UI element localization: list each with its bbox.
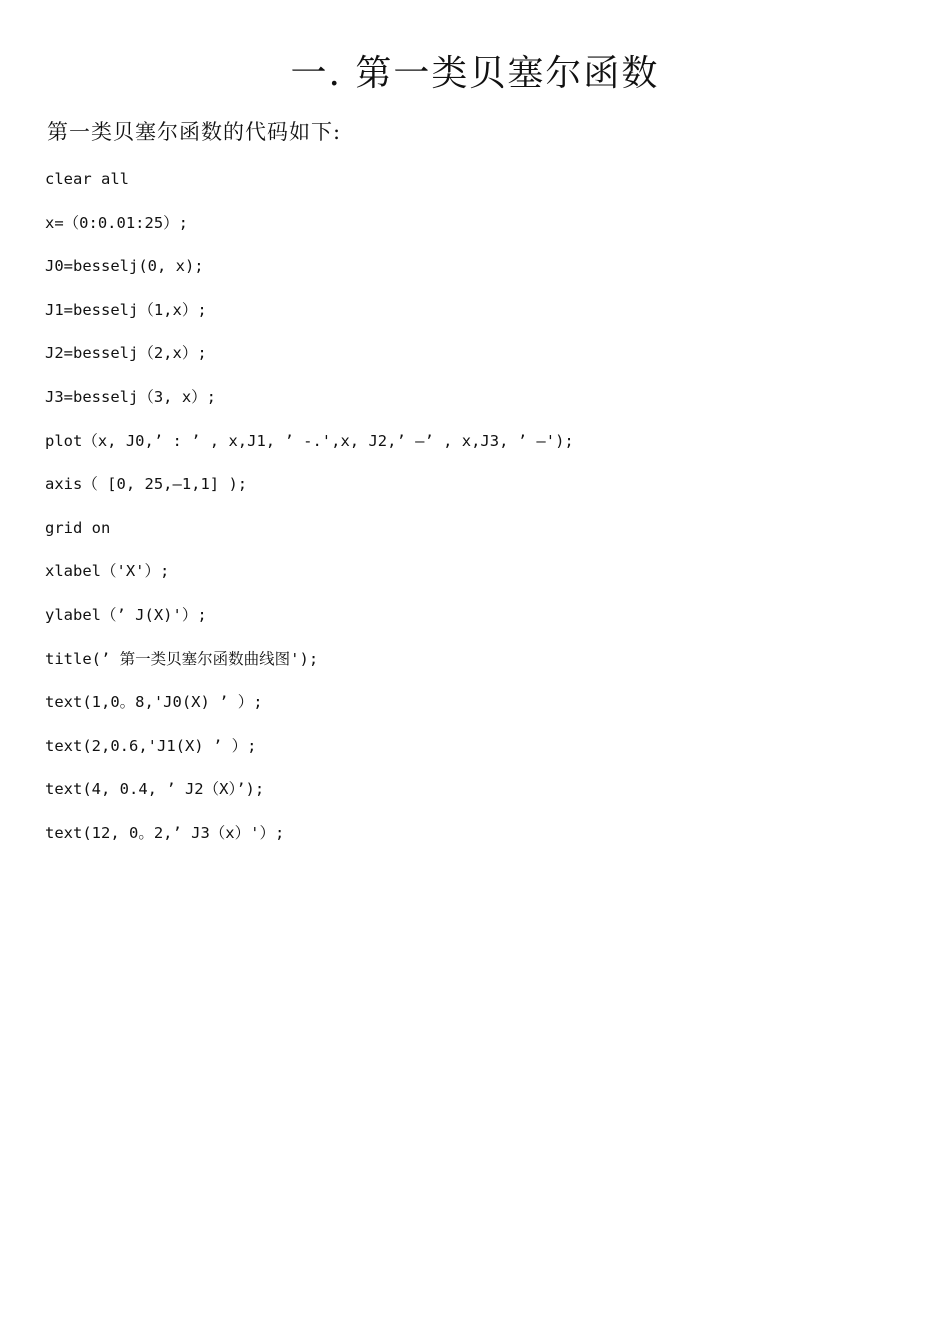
code-line: J0=besselj(0, x); (45, 257, 204, 276)
code-line: xlabel（'X'）; (45, 562, 170, 581)
page-title: 一. 第一类贝塞尔函数 (290, 53, 660, 94)
code-line: text(2,0.6,'J1(X) ’ ）; (45, 736, 257, 755)
code-line: clear all (45, 170, 129, 188)
code-line: text(12, 0。2,’ J3（x）'）; (45, 823, 285, 842)
code-line: x=（0:0.01:25）; (45, 213, 188, 232)
code-line: ylabel（’ J(X)'）; (45, 605, 207, 624)
code-line: J3=besselj（3, x）; (45, 387, 216, 406)
code-line: text(4, 0.4, ’ J2（X）’); (45, 780, 265, 799)
code-line: grid on (45, 518, 111, 537)
intro-paragraph: 第一类贝塞尔函数的代码如下: (47, 120, 342, 144)
code-line: title(’ 第一类贝塞尔函数曲线图'); (45, 649, 319, 668)
code-line: text(1,0。8,'J0(X) ’ ）; (45, 693, 263, 712)
code-block (45, 165, 905, 863)
code-line: plot（x, J0,’ : ’ , x,J1, ’ -.',x, J2,’ —’ , x,J3, ’ —'); (45, 431, 574, 450)
code-line: axis（ [0, 25,—1,1] ); (45, 475, 248, 494)
code-line: J2=besselj（2,x）; (45, 344, 207, 363)
code-line: J1=besselj（1,x）; (45, 300, 207, 319)
